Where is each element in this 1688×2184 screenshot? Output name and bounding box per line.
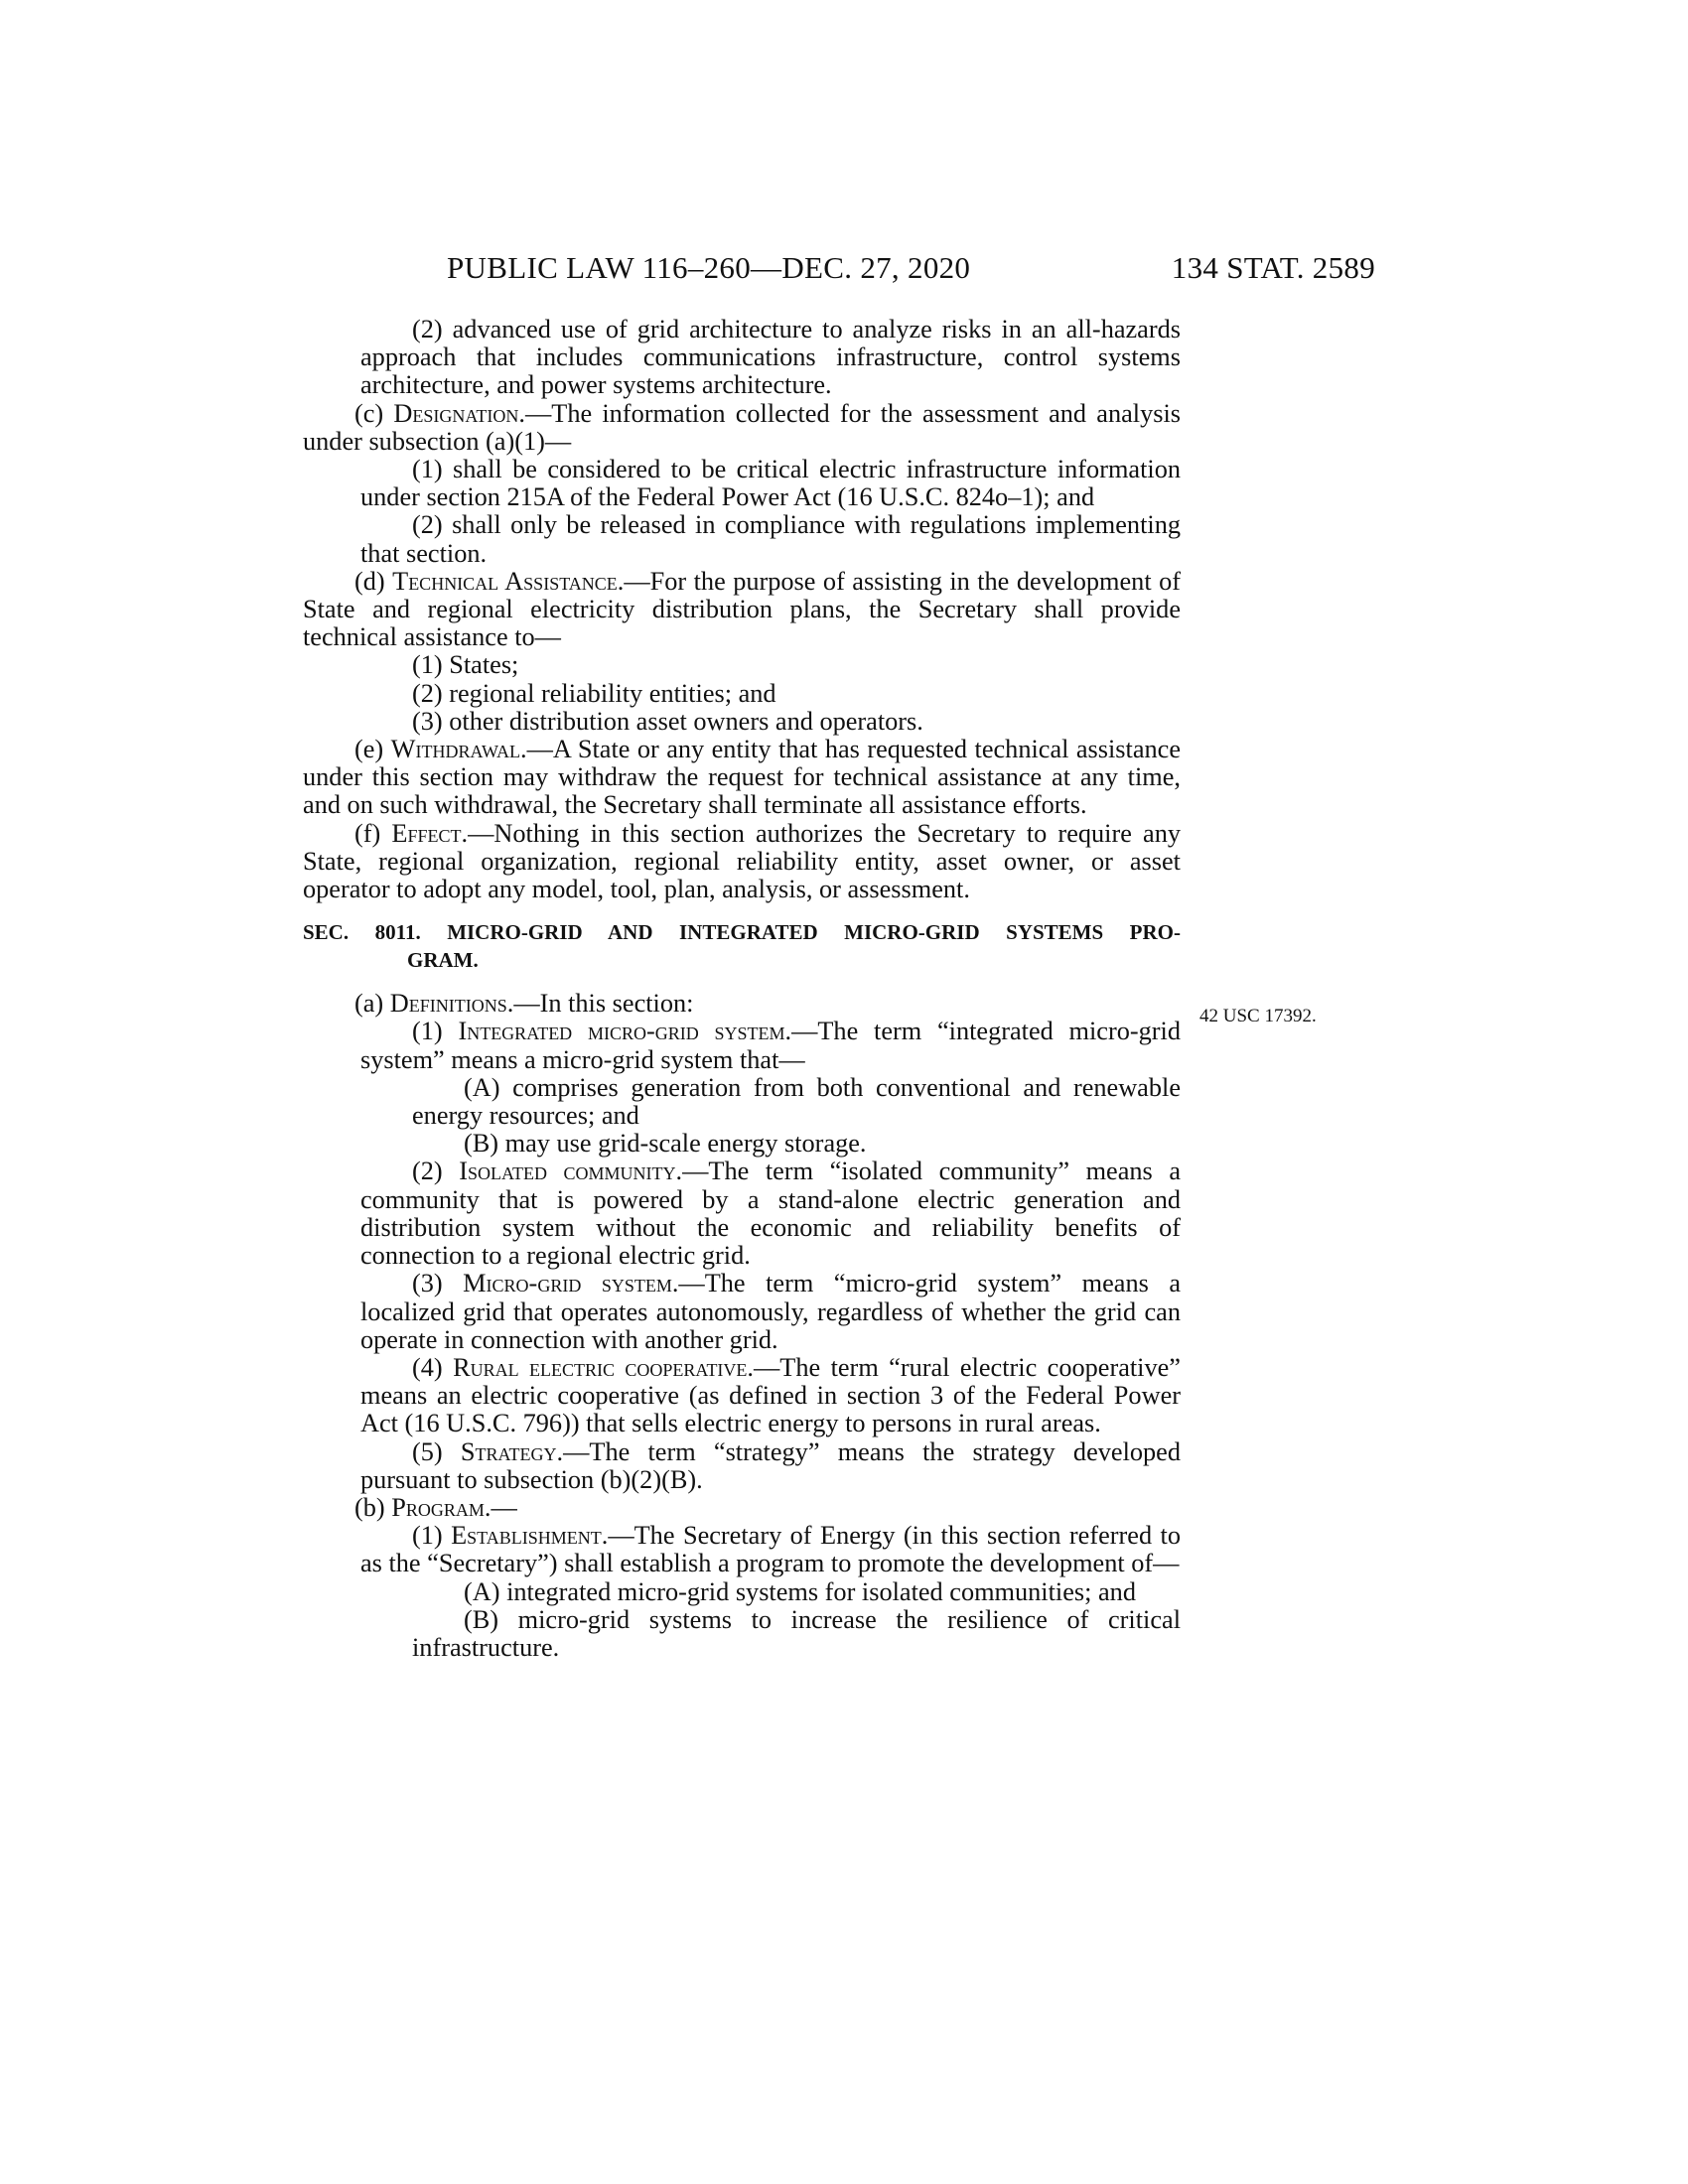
subsection-e-heading: Withdrawal	[390, 735, 520, 764]
subsection-e-text: .—A State or any entity that has requested technical assistance under this section may withdraw the request for technical assistance at any time, and on such withdrawal, the Secretary shall terminate all assistance efforts.	[303, 735, 1182, 820]
paragraph-a3-number: (3)	[412, 1269, 464, 1298]
statute-page-number: 134 STAT. 2589	[1171, 250, 1375, 285]
subsection-a-heading: Definitions	[389, 989, 507, 1019]
usc-margin-note: 42 USC 17392.	[1199, 1006, 1317, 1026]
subsection-a-text: .—In this section:	[506, 989, 694, 1019]
subsection-f	[303, 820, 1181, 904]
subsection-d-heading: Technical Assistance	[392, 566, 618, 596]
subsection-d	[303, 568, 1181, 652]
document-body	[303, 316, 1181, 1662]
paragraph-b2-continued: (2) advanced use of grid architecture to analyze risks in an all-hazards approach that includes communications infrastructure, control systems architecture, and power systems architecture.	[360, 315, 1181, 400]
paragraph-b1-heading: Establishment	[451, 1521, 602, 1551]
subsection-c-heading: Designation	[393, 398, 519, 428]
subsection-b-number: (b)	[354, 1492, 392, 1522]
paragraph-b1-text: .—The Secretary of Energy (in this section referred to as the “Secretary”) shall establish a program to promote the development of—	[360, 1521, 1181, 1578]
paragraph-a3-heading: Micro-grid system	[463, 1269, 672, 1298]
paragraph-a4	[303, 1354, 1181, 1438]
subsection-f-heading: Effect	[391, 818, 462, 848]
paragraph-a1-number: (1)	[412, 1017, 459, 1046]
subsection-c	[303, 400, 1181, 456]
subsection-d-text: .—For the purpose of assisting in the development of State and regional electricity distribution plans, the Secretary shall provide technical assistance to—	[303, 566, 1181, 652]
subsection-c-text: .—The information collected for the assessment and analysis under subsection (a)(1)—	[303, 398, 1182, 456]
subparagraph-a1B: (B) may use grid-scale energy storage.	[464, 1129, 867, 1159]
paragraph-c2: (2) shall only be released in compliance with regulations implementing that section.	[360, 510, 1181, 568]
subsection-d-number: (d)	[354, 566, 393, 596]
paragraph-a3-text: .—The term “micro-grid system” means a localized grid that operates autonomously, regardless of whether the grid can operate in connection with another grid.	[360, 1269, 1182, 1354]
subsection-a-number: (a)	[354, 989, 390, 1019]
subsection-b	[303, 1494, 1181, 1522]
paragraph-a3	[303, 1270, 1181, 1354]
paragraph-a4-text: .—The term “rural electric cooperative” means an electric cooperative (as defined in section 3 of the Federal Power Act (16 U.S.C. 796)) that sells electric energy to persons in rural areas.	[360, 1352, 1181, 1438]
paragraph-a4-number: (4)	[412, 1352, 454, 1382]
paragraph-a5-number: (5)	[412, 1436, 461, 1466]
public-law-title: PUBLIC LAW 116–260—DEC. 27, 2020	[447, 250, 971, 285]
subsection-e-number: (e)	[354, 735, 391, 764]
subsection-e	[303, 736, 1181, 820]
paragraph-b1	[303, 1522, 1181, 1577]
subparagraph-a1A: (A) comprises generation from both conventional and renewable energy resources; and	[412, 1072, 1181, 1131]
paragraph-b1-number: (1)	[412, 1521, 452, 1551]
paragraph-a5-heading: Strategy	[460, 1436, 557, 1466]
paragraph-a2-heading: Isolated community	[459, 1157, 676, 1186]
subparagraph-b1A: (A) integrated micro-grid systems for isolated communities; and	[464, 1576, 1136, 1606]
subsection-a	[303, 990, 1181, 1018]
subsection-c-number: (c)	[354, 398, 394, 428]
paragraph-a5	[303, 1438, 1181, 1494]
paragraph-a1-text: .—The term “integrated micro-grid system” means a micro-grid system that—	[360, 1017, 1181, 1074]
subsection-f-text: .—Nothing in this section authorizes the Secretary to require any State, regional organization, regional reliability entity, asset owner, or asset operator to adopt any model, tool, plan, analysis, or assessment.	[303, 818, 1181, 904]
paragraph-d1: (1) States;	[412, 650, 519, 680]
paragraph-a4-heading: Rural electric cooperative	[453, 1352, 748, 1382]
paragraph-a1-heading: Integrated micro-grid system	[458, 1017, 785, 1046]
paragraph-a5-text: .—The term “strategy” means the strategy developed pursuant to subsection (b)(2)(B).	[360, 1436, 1181, 1494]
paragraph-a2	[303, 1158, 1181, 1270]
paragraph-c1: (1) shall be considered to be critical electric infrastructure information under section 215A of the Federal Power Act (16 U.S.C. 824o–1); and	[360, 455, 1181, 512]
paragraph-d2: (2) regional reliability entities; and	[412, 678, 776, 708]
paragraph-a2-text: .—The term “isolated community” means a community that is powered by a stand-alone electric generation and distribution system without the economic and reliability benefits of connection to a regional electric grid.	[360, 1157, 1181, 1271]
page-header	[447, 250, 1375, 290]
section-heading-line-2: GRAM.	[407, 948, 479, 973]
paragraph-a1	[303, 1018, 1181, 1073]
paragraph-d3: (3) other distribution asset owners and operators.	[412, 706, 923, 736]
subsection-f-number: (f)	[354, 818, 392, 848]
section-heading	[303, 918, 1181, 974]
subsection-b-heading: Program	[391, 1492, 485, 1522]
section-heading-line-1: SEC. 8011. MICRO-GRID AND INTEGRATED MICRO-GRID SYSTEMS PRO-	[303, 920, 1181, 945]
subsection-b-text: .—	[484, 1492, 517, 1522]
subparagraph-b1B: (B) micro-grid systems to increase the resilience of critical infrastructure.	[412, 1604, 1181, 1662]
paragraph-a2-number: (2)	[412, 1157, 460, 1186]
